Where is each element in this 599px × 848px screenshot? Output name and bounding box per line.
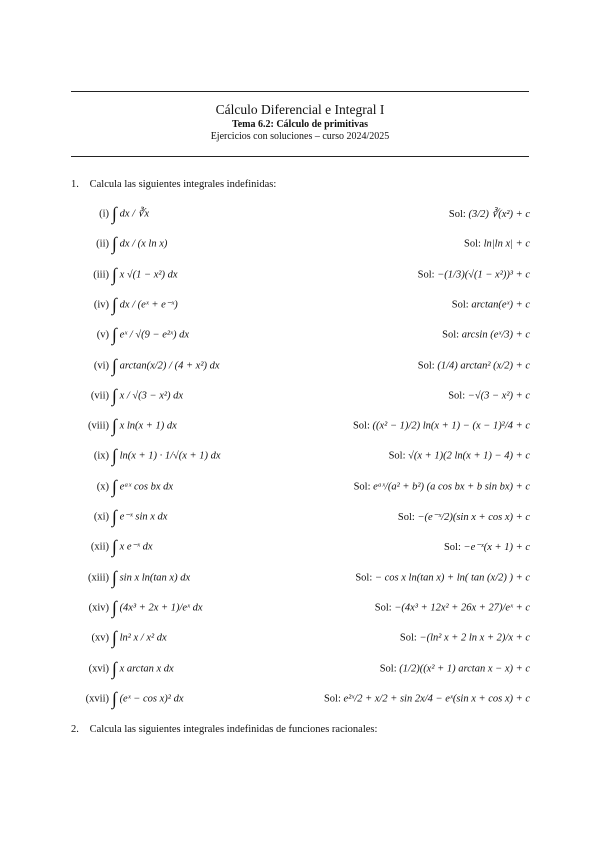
exercise-row [78,411,530,441]
exercise-label: (vii) [90,390,109,402]
solution-label: Sol: [443,542,461,554]
exercise-row [78,441,530,471]
integrand: (eˣ − cos x)² dx [119,693,184,705]
exercise-row [78,320,530,350]
solution-label: Sol: [448,209,466,220]
exercise-solution [375,602,530,613]
integral-sign-icon: ∫ [112,506,117,527]
solution-label: Sol: [397,512,415,523]
integral-sign-icon: ∫ [112,324,117,345]
solution-expression: √(x + 1)(2 ln(x + 1) − 4) + c [408,450,530,462]
solution-expression: arcsin (eˣ/3) + c [461,329,530,341]
exercise-row [78,684,530,714]
integrand: sin x ln(tan x) dx [119,572,191,584]
exercise-integral [112,537,153,558]
integral-sign-icon: ∫ [112,385,117,406]
exercise-integral [112,325,189,346]
integrand: x arctan x dx [119,663,174,674]
exercise-label: (iv) [93,299,109,311]
solution-expression: ((x² − 1)/2) ln(x + 1) − (x − 1)²/4 + c [372,420,530,432]
solution-expression: eᵃˣ/(a² + b²) (a cos bx + b sin bx) + c [373,481,530,493]
document-topic: Tema 6.2: Cálculo de primitivas [231,119,368,130]
solution-label: Sol: [399,632,417,644]
integral-sign-icon: ∫ [112,445,117,466]
solution-label: Sol: [464,238,481,250]
exercise-integral [112,597,203,618]
integrand: arctan(x/2) / (4 + x²) dx [119,360,220,371]
exercise-integral [112,385,183,406]
integrand: dx / ∛x [119,208,149,220]
question-2-number: 2. [71,724,79,735]
exercise-integral [112,204,149,225]
exercise-solution [354,481,530,492]
integral-sign-icon: ∫ [112,415,117,436]
exercise-label: (xii) [90,541,109,553]
integral-sign-icon: ∫ [112,688,117,709]
document-header [71,102,529,142]
exercise-row [78,502,530,532]
integrand: ln² x / x² dx [119,632,167,644]
exercise-integral [112,355,220,376]
solution-label: Sol: [451,299,469,311]
integrand: ln(x + 1) · 1/√(x + 1) dx [119,450,221,462]
exercise-row [78,623,530,653]
exercise-solution [448,390,530,401]
solution-expression: −(e⁻ˣ/2)(sin x + cos x) + c [417,512,530,523]
exercise-row [78,654,530,684]
exercise-integral [112,688,183,709]
exercise-solution [442,330,530,341]
solution-label: Sol: [417,360,435,371]
exercise-solution [452,299,530,310]
solution-expression: −(1/3)(√(1 − x²))³ + c [437,269,530,281]
integral-sign-icon: ∫ [112,476,117,497]
exercise-label: (xiii) [88,572,109,584]
document-subtitle: Ejercicios con soluciones – curso 2024/2025 [210,131,390,142]
exercise-row [78,229,530,259]
solution-label: Sol: [379,663,397,674]
integrand: x ln(x + 1) dx [119,420,177,432]
exercise-row [78,563,530,593]
integrand: x / √(3 − x²) dx [119,390,184,402]
integrand: dx / (eˣ + e⁻ˣ) [119,299,178,311]
exercise-label: (viii) [88,420,109,432]
integral-sign-icon: ∫ [112,567,117,588]
solution-expression: (1/4) arctan² (x/2) + c [437,360,530,371]
integral-sign-icon: ∫ [112,658,117,678]
exercise-integral [112,446,221,467]
solution-label: Sol: [388,450,406,462]
exercise-solution [400,633,530,644]
exercise-solution [389,451,530,462]
question-1 [71,179,276,190]
integrand: eᵃˣ cos bx dx [119,481,174,493]
solution-expression: − cos x ln(tan x) + ln( tan (x/2) ) + c [374,572,530,584]
question-2 [71,724,377,735]
solution-expression: (3/2) ∛(x²) + c [468,209,530,220]
exercise-solution [324,693,530,704]
exercise-row [78,290,530,320]
solution-label: Sol: [353,481,371,493]
solution-expression: −(4x³ + 12x² + 26x + 27)/eˣ + c [394,602,530,614]
solution-expression: e²ˣ/2 + x/2 + sin 2x/4 − eˣ(sin x + cos x) + c [343,693,530,705]
solution-label: Sol: [442,329,460,341]
exercise-integral [112,658,174,679]
question-1-text: Calcula las siguientes integrales indefinidas: [89,179,277,190]
exercise-label: (v) [96,329,109,341]
solution-label: Sol: [352,420,370,432]
exercise-integral [112,628,167,649]
solution-expression: −√(3 − x²) + c [467,390,530,402]
exercise-solution [418,360,530,371]
solution-label: Sol: [323,693,341,705]
solution-label: Sol: [355,572,373,584]
exercise-row [78,472,530,502]
integral-sign-icon: ∫ [112,355,117,375]
header-bottom-rule [71,156,529,157]
integral-sign-icon: ∫ [112,597,117,618]
solution-label: Sol: [448,390,466,402]
exercise-row [78,260,530,290]
exercise-label: (xiv) [88,602,109,614]
exercise-integral [112,476,173,497]
exercise-label: (xvii) [85,693,109,705]
exercise-integral [112,294,178,315]
integral-sign-icon: ∫ [112,233,117,254]
exercise-integral [112,567,190,588]
exercise-label: (xv) [91,632,109,644]
exercise-row [78,199,530,229]
exercise-row [78,351,530,381]
exercise-integral [112,416,177,437]
exercise-solution [418,269,530,280]
solution-expression: ln|ln x| + c [483,238,530,250]
integral-sign-icon: ∫ [112,627,117,648]
exercise-label: (ix) [93,450,109,462]
exercise-solution [380,663,530,674]
integral-sign-icon: ∫ [112,294,117,315]
exercise-row [78,532,530,562]
question-1-number: 1. [71,179,79,190]
exercise-label: (x) [96,481,109,493]
integrand: dx / (x ln x) [119,238,168,250]
top-rule [71,91,529,92]
integrand: (4x³ + 2x + 1)/eˣ dx [119,602,203,614]
exercise-solution [353,421,530,432]
solution-expression: (1/2)((x² + 1) arctan x − x) + c [399,663,530,674]
solution-expression: arctan(eˣ) + c [471,299,530,311]
question-2-text: Calcula las siguientes integrales indefinidas de funciones racionales: [89,724,378,735]
exercise-label: (vi) [93,360,109,371]
exercise-solution [355,572,530,583]
solution-expression: −e⁻ˣ(x + 1) + c [463,542,530,554]
integral-sign-icon: ∫ [112,203,117,224]
solution-label: Sol: [374,602,392,614]
integral-sign-icon: ∫ [112,264,117,285]
solution-expression: −(ln² x + 2 ln x + 2)/x + c [419,632,530,644]
integrand: eˣ / √(9 − e²ˣ) dx [119,329,190,341]
integral-sign-icon: ∫ [112,536,117,557]
integrand: e⁻ˣ sin x dx [119,511,168,523]
exercise-label: (ii) [96,238,109,250]
exercise-label: (xi) [93,511,109,523]
exercise-solution [449,208,530,220]
exercise-row [78,381,530,411]
solution-label: Sol: [417,269,435,281]
exercise-row [78,593,530,623]
exercise-solution [444,541,530,553]
exercise-integral [112,264,178,285]
document-title: Cálculo Diferencial e Integral I [215,102,385,117]
exercise-solution [464,239,530,250]
integrand: x √(1 − x²) dx [119,269,178,281]
exercise-label: (i) [99,208,109,220]
exercise-integral [112,234,167,255]
integrand: x e⁻ˣ dx [119,541,153,553]
exercise-label: (iii) [93,269,109,281]
exercise-solution [398,511,530,523]
exercise-integral [112,507,167,528]
exercise-label: (xvi) [88,663,109,674]
